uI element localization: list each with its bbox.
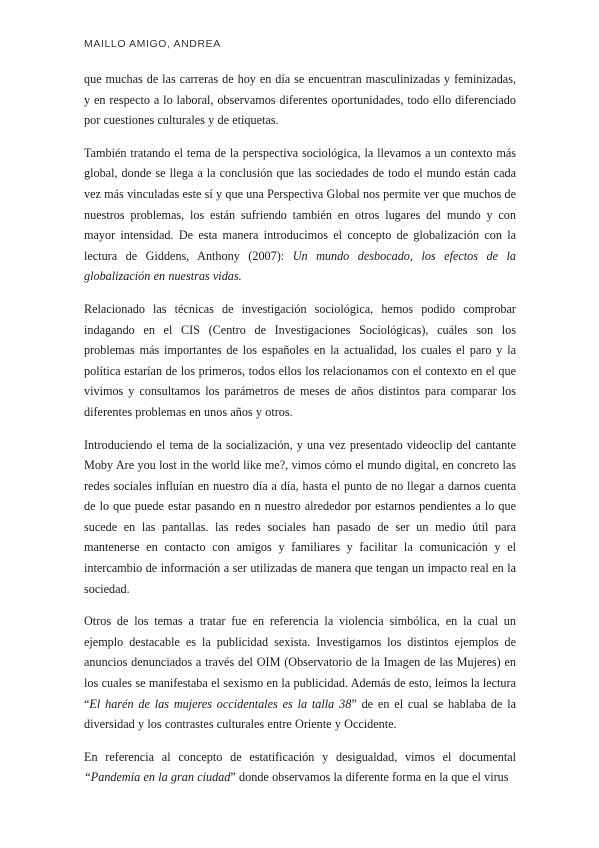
paragraph (84, 747, 516, 788)
paragraph (84, 435, 516, 600)
text-run: ” de en el cual se hablaba de la diversidad y los contrastes culturales entre Oriente y Occidente. (84, 696, 516, 732)
paragraph (84, 299, 516, 423)
text-run: que muchas de las carreras de hoy en día se encuentran masculinizadas y feminizadas, y en respecto a lo laboral, observamos diferentes oportunidades, todo ello diferenciado por cuestiones culturales y de etiquetas. (84, 72, 516, 128)
text-run: En referencia al concepto de estatificación y desigualdad, vimos el documental (84, 749, 516, 764)
paragraph (84, 143, 516, 287)
paragraph (84, 69, 516, 131)
paragraph (84, 611, 516, 735)
italic-text-run: “Pandemia en la gran ciudad (84, 770, 231, 785)
text-run: Otros de los temas a tratar fue en referencia la violencia simbólica, en la cual un ejemplo destacable es la publicidad sexista. Investigamos los distintos ejemplos de anuncios denunciados a través del OIM (Observatorio de la Imagen de las Mujeres) en los cuales se manifestaba el sexismo en la publicidad. Además de esto, leímos la lectura “ (84, 614, 516, 711)
italic-text-run: Un mundo desbocado, los efectos de la globalización en nuestras vidas. (84, 248, 516, 284)
text-run: ” donde observamos la diferente forma en la que el virus (230, 770, 509, 785)
italic-text-run: El harén de las mujeres occidentales es la talla 38 (89, 696, 352, 711)
document-body (84, 69, 516, 800)
text-run: Relacionado las técnicas de investigación sociológica, hemos podido comprobar indagando en el CIS (Centro de Investigaciones Sociológicas), cuáles son los problemas más importantes de los españoles en la actualidad, los cuales el paro y la política estarían de los primeros, todos ellos los relacionamos con el contexto en el que vivimos y consultamos los parámetros de meses de años distintos para comparar los diferentes problemas en unos años y otros. (84, 301, 516, 419)
text-run: Introduciendo el tema de la socialización, y una vez presentado videoclip del cantante Moby Are you lost in the world like me?, vimos cómo el mundo digital, en concreto las redes sociales influían en nuestro día a día, hasta el punto de no llegar a darnos cuenta de lo que puede estar pasando en n nuestro alrededor por estarnos pendientes a lo que sucede en las pantallas. las redes sociales han pasado de ser un medio útil para mantenerse en contacto con amigos y familiares y facilitar la comunicación y el intercambio de información a ser utilizadas de manera que tengan un impacto real en la sociedad. (84, 437, 516, 596)
page-header-author: MAILLO AMIGO, ANDREA (84, 38, 221, 50)
text-run: También tratando el tema de la perspectiva sociológica, la llevamos a un contexto más global, donde se llega a la conclusión que las sociedades de todo el mundo están cada vez más vinculadas este sí y que una Perspectiva Global nos permite ver que muchos de nuestros problemas, los están sufriendo también en otros lugares del mundo y con mayor intensidad. De esta manera introducimos el concepto de globalización con la lectura de Giddens, Anthony (2007): (84, 145, 516, 263)
